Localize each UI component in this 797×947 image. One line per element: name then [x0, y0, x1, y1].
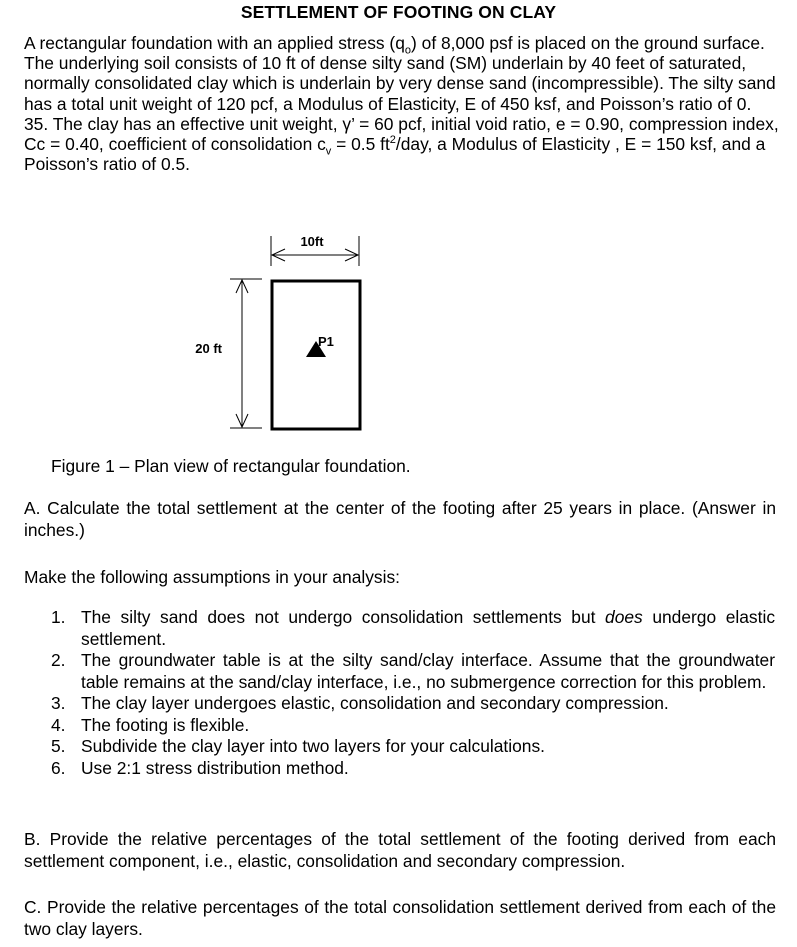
list-item: 5. Subdivide the clay layer into two layers for your calculations.: [51, 736, 545, 756]
list-item: 1. The silty sand does not undergo consolidation settlements but does undergo elastic settlement.: [51, 607, 776, 649]
list-item: 6. Use 2:1 stress distribution method.: [51, 757, 349, 778]
footing-plan-figure: [0, 228, 797, 438]
assumptions-intro: Make the following assumptions in your analysis:: [24, 567, 401, 587]
figure-caption: Figure 1 – Plan view of rectangular foundation.: [51, 456, 411, 476]
list-item: 3. The clay layer undergoes elastic, consolidation and secondary compression.: [51, 693, 669, 713]
list-item: 2. The groundwater table is at the silty sand/clay interface. Assume that the groundwater table remains at the sand/clay interface, i.e., no submergence correction for this problem.: [51, 650, 775, 692]
length-label: 20 ft: [195, 341, 222, 356]
question-b: B. Provide the relative percentages of the total settlement of the footing derived from each settlement component, i.e., elastic, consolidation and secondary compression.: [24, 829, 776, 871]
assumptions-list: [51, 607, 775, 779]
question-a: A. Calculate the total settlement at the center of the footing after 25 years in place. (Answer in inches.): [24, 498, 776, 540]
problem-statement: A rectangular foundation with an applied stress $(q_o)$ of 8,000 psf is placed on the ground surface. The underlying soil consists of 10 ft of dense silty sand (SM) underlain by 40 feet of saturated, normally consolidated clay which is underlain by very dense sand (incompressible). The silty sand has a total unit weight of 120 pcf, a Modulus of Elasticity, E of 450 ksf, and Poisson’s ratio of 0. 35. The clay has an effective unit weight, γ’ = 60 pcf, initial void ratio, e = 0.90, compression index, Cc = 0.40, coefficient of consolidation $c_v = 0.5$ $ft^2$/day, a Modulus of Elasticity , E = 150 ksf, and a Poisson’s ratio of 0.5.: [24, 33, 779, 175]
width-label: 10ft: [300, 234, 324, 249]
page-title: SETTLEMENT OF FOOTING ON CLAY: [240, 2, 557, 22]
list-item: 4. The footing is flexible.: [51, 714, 250, 735]
question-c: C. Provide the relative percentages of the total consolidation settlement derived from each of the two clay layers.: [24, 897, 776, 939]
p1-label: P1: [318, 334, 334, 349]
